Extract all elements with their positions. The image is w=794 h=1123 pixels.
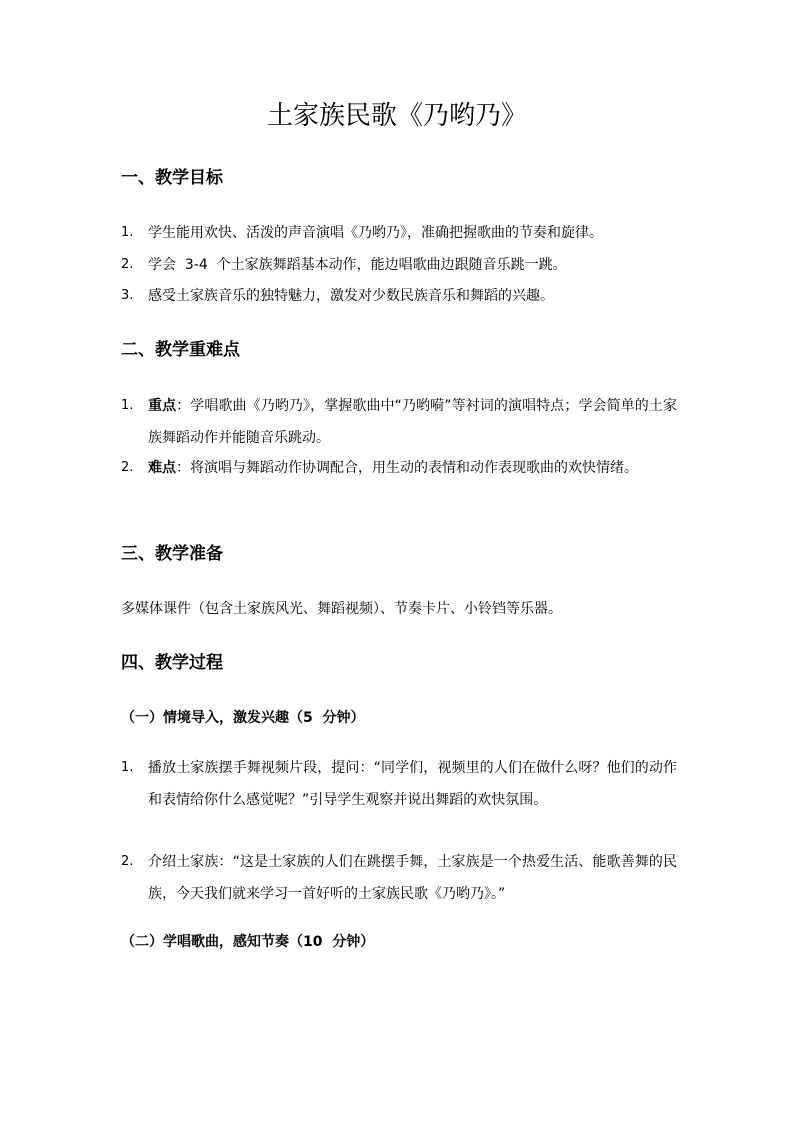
list-text: 介绍土家族：“这是土家族的人们在跳摆手舞，土家族是一个热爱生活、能歌善舞的民族，今天我们就来学习一首好听的土家族民歌《乃哟乃》。” xyxy=(148,854,677,902)
list-text: 学生能用欢快、活泼的声音演唱《乃哟乃》，准确把握歌曲的节奏和旋律。 xyxy=(148,225,603,241)
list-item xyxy=(121,390,677,454)
list-number: 1. xyxy=(121,398,134,413)
subsection-heading-learn: （二）学唱歌曲，感知节奏（10 分钟） xyxy=(121,934,375,950)
list-item xyxy=(121,249,677,281)
section-heading-keypoints: 二、教学重难点 xyxy=(121,340,240,360)
list-number: 2. xyxy=(121,257,134,272)
list-number: 3. xyxy=(121,288,134,303)
section-heading-prep: 三、教学准备 xyxy=(121,544,223,564)
document-title: 土家族民歌《乃哟乃》 xyxy=(266,101,527,131)
key-text: ：学唱歌曲《乃哟乃》，掌握歌曲中“乃哟嗬”等衬词的演唱特点；学会简单的土家族舞蹈动作并能随音乐跳动。 xyxy=(148,398,677,446)
list-item xyxy=(121,846,677,910)
list-item xyxy=(121,752,677,816)
list-item xyxy=(121,280,677,312)
difficulty-text: ：将演唱与舞蹈动作协调配合，用生动的表情和动作表现歌曲的欢快情绪。 xyxy=(176,460,638,476)
list-text xyxy=(148,390,677,454)
list-item xyxy=(121,217,677,249)
subsection-heading-intro: （一）情境导入，激发兴趣（5 分钟） xyxy=(121,710,365,726)
list-text xyxy=(148,452,677,484)
section-heading-process: 四、教学过程 xyxy=(121,653,223,673)
list-number: 1. xyxy=(121,760,134,775)
difficulty-label: 难点 xyxy=(148,460,176,476)
list-text: 学会 3-4 个土家族舞蹈基本动作，能边唱歌曲边跟随音乐跳一跳。 xyxy=(148,257,567,273)
key-label: 重点 xyxy=(148,398,177,414)
list-item xyxy=(121,452,677,484)
list-text: 播放土家族摆手舞视频片段，提问：“同学们，视频里的人们在做什么呀？他们的动作和表情给你什么感觉呢？”引导学生观察并说出舞蹈的欢快氛围。 xyxy=(148,760,677,808)
list-number: 1. xyxy=(121,225,134,240)
list-number: 2. xyxy=(121,460,134,475)
list-number: 2. xyxy=(121,854,134,869)
list-text: 感受土家族音乐的独特魅力，激发对少数民族音乐和舞蹈的兴趣。 xyxy=(148,288,554,304)
prep-text: 多媒体课件（包含土家族风光、舞蹈视频）、节奏卡片、小铃铛等乐器。 xyxy=(121,601,562,617)
section-heading-goals: 一、教学目标 xyxy=(121,168,223,188)
